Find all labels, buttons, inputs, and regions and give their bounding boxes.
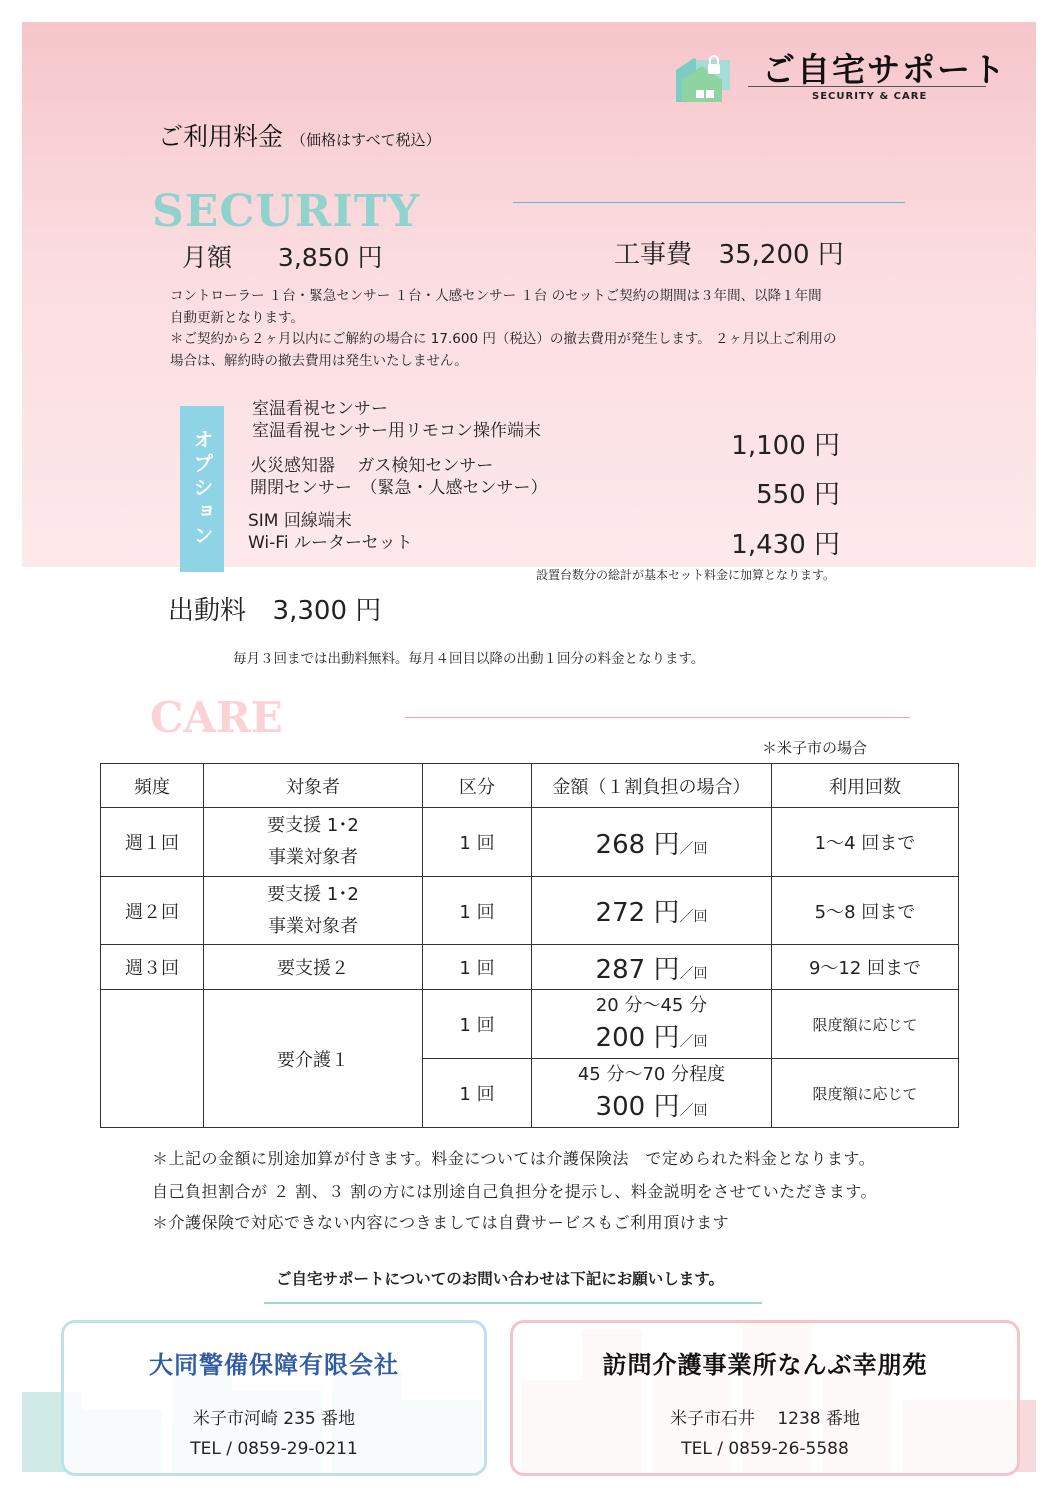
company-tel: TEL / 0859-29-0211 <box>190 1439 358 1459</box>
column-header: 区分 <box>423 764 532 808</box>
option-price: 1,430 円 <box>731 530 840 560</box>
target-cell <box>204 877 423 945</box>
install-price: 35,200 円 <box>718 240 844 270</box>
care-divider <box>405 717 910 718</box>
option-group <box>252 398 541 442</box>
division-cell: 1 回 <box>423 1059 532 1128</box>
target-cell: 要介護１ <box>204 990 423 1128</box>
care-note: ＊介護保険で対応できない内容につきましては自費サービスもご利用頂けます <box>152 1213 730 1232</box>
amount-value: 272 円 <box>595 898 680 928</box>
dispatch-fee <box>168 590 381 627</box>
care-heading: CARE <box>150 693 283 742</box>
option-item: 室温看視センサー <box>252 399 388 419</box>
city-note: ＊米子市の場合 <box>762 739 868 757</box>
dispatch-price: 3,300 円 <box>272 596 382 626</box>
security-description <box>170 286 910 372</box>
amount-value: 300 円 <box>595 1092 680 1122</box>
table-header-row <box>101 764 959 808</box>
company-name: 訪問介護事業所なんぶ幸朋苑 <box>602 1351 928 1379</box>
column-header: 金額（１割負担の場合） <box>532 764 772 808</box>
target-line: 要支援 1･2 <box>267 883 359 905</box>
company-name: 大同警備保障有限会社 <box>149 1351 399 1379</box>
install-label: 工事費 <box>614 240 693 270</box>
per-unit: ／回 <box>679 1034 708 1050</box>
option-item: SIM 回線端末 <box>248 511 352 531</box>
option-tag: オプション <box>180 406 224 572</box>
monthly-fee <box>182 238 382 274</box>
division-cell: 1 回 <box>423 990 532 1059</box>
brand-title: ご自宅サポート <box>762 50 1007 89</box>
brand-divider <box>748 86 986 87</box>
brand-subtitle: SECURITY & CARE <box>812 91 928 102</box>
desc-line: 自動更新となります。 <box>170 309 304 326</box>
option-item: 開閉センサー （緊急・人感センサー） <box>250 478 548 498</box>
target-line: 要支援 1･2 <box>267 815 359 836</box>
desc-line: コントローラー １台・緊急センサー １台・人感センサー １台 のセットご契約の期間は３年間、以降１年間 <box>170 288 822 304</box>
amount-cell <box>532 1059 772 1128</box>
care-note: 自己負担割合が ２ 割、３ 割の方には別途自己負担分を提示し、料金説明をさせていただきます。 <box>152 1182 877 1201</box>
amount-cell <box>532 990 772 1059</box>
install-fee <box>614 234 844 271</box>
option-note: 設置台数分の総計が基本セット料金に加算となります。 <box>536 568 836 582</box>
freq-cell: 週３回 <box>101 945 204 990</box>
per-unit: ／回 <box>679 840 708 857</box>
table-row <box>101 945 959 990</box>
target-cell <box>204 808 423 877</box>
contact-card-care <box>510 1320 1020 1476</box>
column-header: 頻度 <box>101 764 204 808</box>
fees-tax-note: （価格はすべて税込） <box>290 131 441 149</box>
amount-value: 287 円 <box>595 954 680 985</box>
freq-cell: 週１回 <box>101 808 204 877</box>
security-heading: SECURITY <box>152 186 421 237</box>
option-group <box>250 455 548 499</box>
amount-value: 200 円 <box>595 1023 680 1053</box>
option-group <box>248 510 413 554</box>
amount-cell <box>532 877 772 945</box>
freq-cell: 週２回 <box>101 877 204 945</box>
per-unit: ／回 <box>679 1103 708 1119</box>
amount-value: 268 円 <box>595 829 680 860</box>
option-price: 550 円 <box>756 480 840 510</box>
company-tel: TEL / 0859-26-5588 <box>681 1439 849 1459</box>
column-header: 利用回数 <box>772 764 959 808</box>
count-cell: 1〜4 回まで <box>772 808 959 877</box>
contact-card-security <box>61 1320 487 1476</box>
option-item: 火災感知器 ガス検知センサー <box>250 456 494 476</box>
duration-text: 45 分〜70 分程度 <box>577 1064 726 1085</box>
house-lock-icon <box>672 52 734 104</box>
security-divider <box>513 202 905 203</box>
amount-cell <box>532 945 772 990</box>
option-price: 1,100 円 <box>731 431 840 461</box>
freq-cell <box>101 990 204 1128</box>
care-fee-table <box>100 763 959 1128</box>
dispatch-note: 毎月３回までは出動料無料。毎月４回目以降の出動１回分の料金となります。 <box>233 651 705 667</box>
target-line: 事業対象者 <box>268 847 358 868</box>
division-cell: 1 回 <box>423 808 532 877</box>
table-row <box>101 877 959 945</box>
count-cell: 限度額に応じて <box>772 1059 959 1128</box>
column-header: 対象者 <box>204 764 423 808</box>
company-address: 米子市河崎 235 番地 <box>192 1409 356 1429</box>
monthly-label: 月額 <box>182 243 233 272</box>
table-row <box>101 808 959 877</box>
dispatch-label: 出動料 <box>168 596 247 626</box>
count-cell: 9〜12 回まで <box>772 945 959 990</box>
desc-line: 場合は、解約時の撤去費用は発生いたしません。 <box>170 352 468 369</box>
option-item: 室温看視センサー用リモコン操作端末 <box>252 421 541 441</box>
per-unit: ／回 <box>679 909 708 925</box>
option-item: Wi-Fi ルーターセット <box>248 533 413 553</box>
table-row <box>101 990 959 1059</box>
amount-cell <box>532 808 772 877</box>
duration-text: 20 分〜45 分 <box>595 995 708 1016</box>
division-cell: 1 回 <box>423 945 532 990</box>
count-cell: 5〜8 回まで <box>772 877 959 945</box>
division-cell: 1 回 <box>423 877 532 945</box>
desc-line: ＊ご契約から２ヶ月以内にご解約の場合に 17.600 円（税込）の撤去費用が発生します。 ２ヶ月以上ご利用の <box>170 331 837 347</box>
fees-title-text: ご利用料金 <box>158 122 284 151</box>
target-line: 事業対象者 <box>268 915 358 937</box>
company-address: 米子市石井 1238 番地 <box>669 1409 861 1429</box>
fees-title <box>158 117 441 153</box>
care-note: ＊上記の金額に別途加算が付きます。料金については介護保険法 で定められた料金となります。 <box>152 1149 876 1168</box>
per-unit: ／回 <box>679 965 708 982</box>
monthly-price: 3,850 円 <box>277 243 383 272</box>
target-cell: 要支援２ <box>204 945 423 990</box>
inquiry-text: ご自宅サポートについてのお問い合わせは下記にお願いします。 <box>276 1270 724 1288</box>
count-cell: 限度額に応じて <box>772 990 959 1059</box>
